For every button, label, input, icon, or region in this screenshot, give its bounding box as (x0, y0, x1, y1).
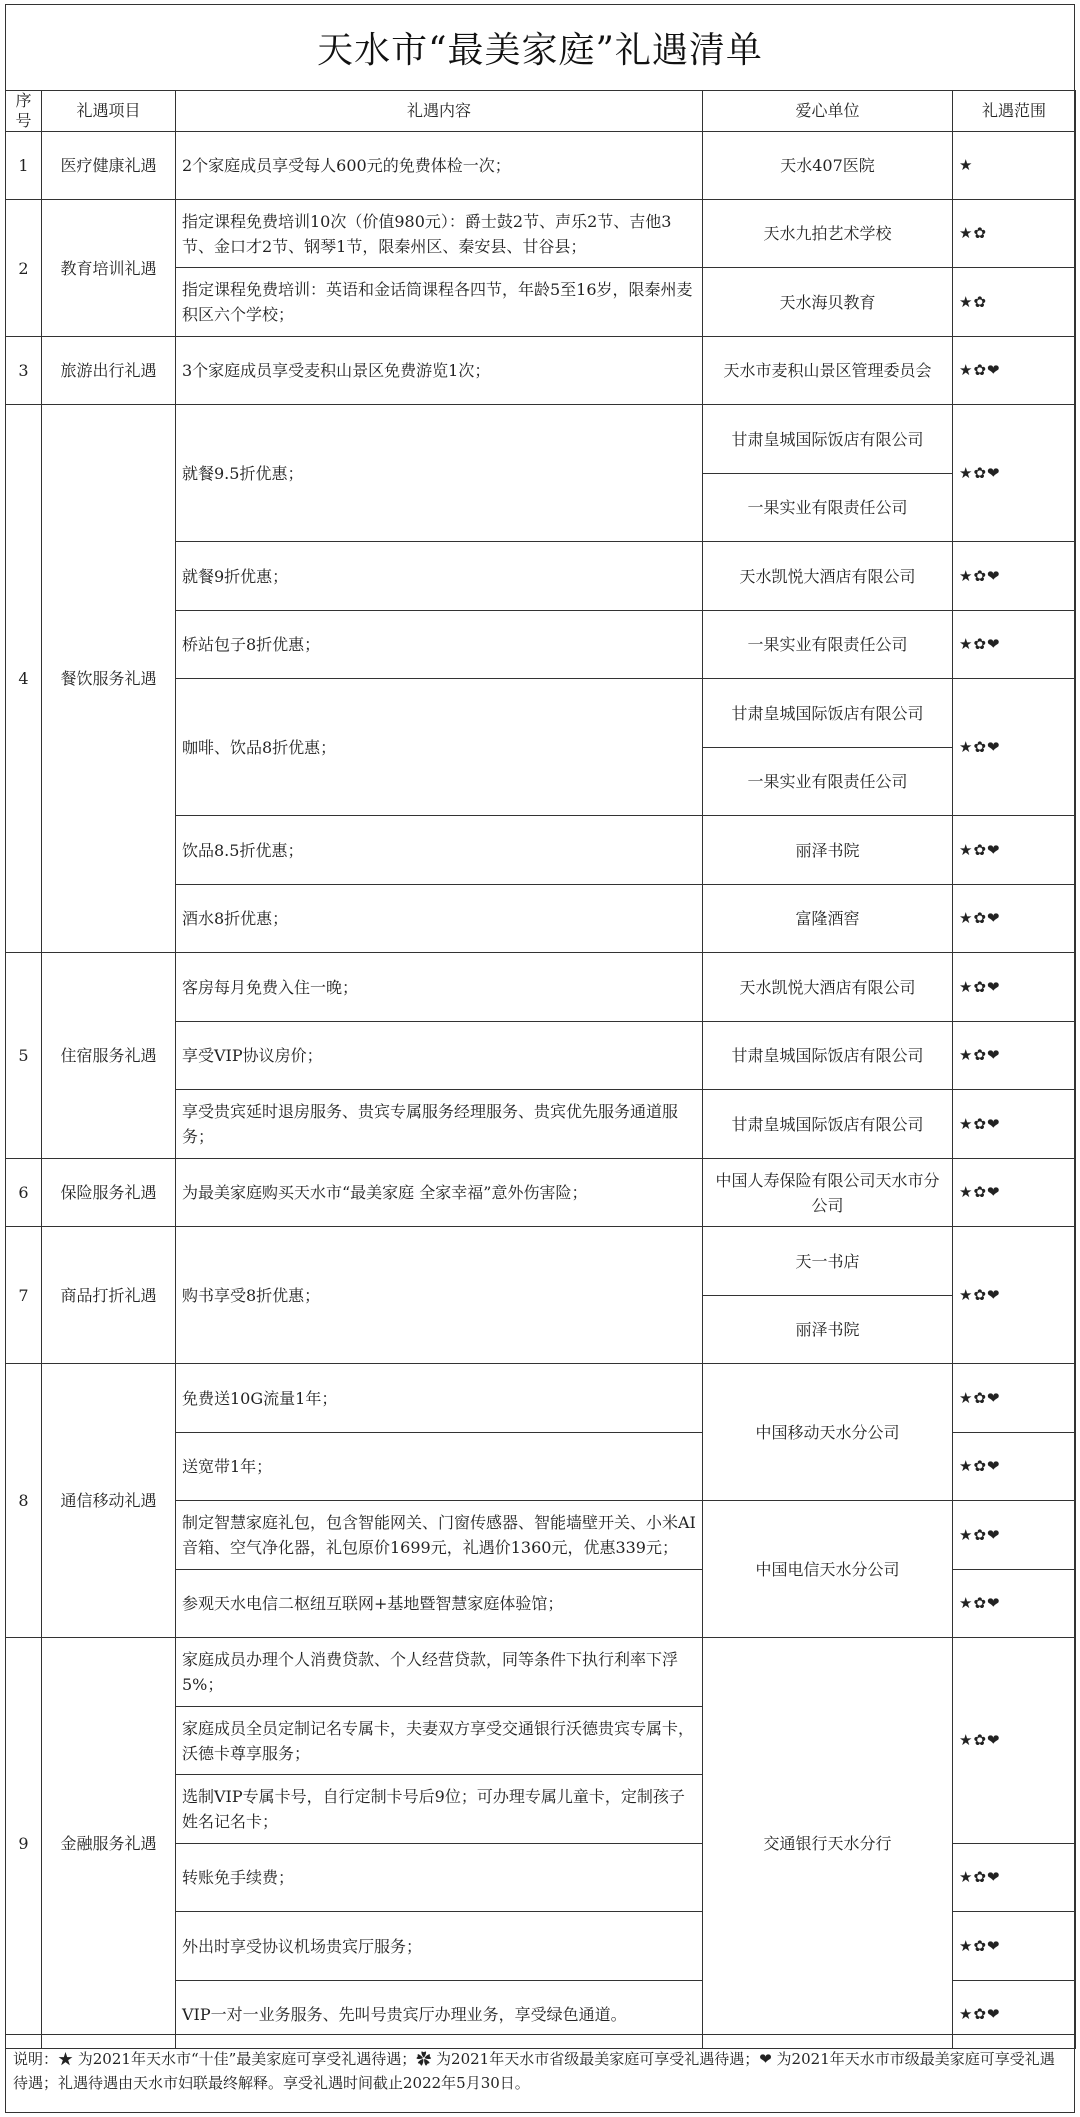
partner-unit: 甘肃皇城国际饭店有限公司 (703, 405, 953, 474)
document-title: 天水市“最美家庭”礼遇清单 (317, 29, 763, 71)
header-row (6, 91, 1076, 132)
benefit-scope: ★✿❤ (953, 1022, 1076, 1090)
benefit-content: 参观天水电信二枢纽互联网+基地暨智慧家庭体验馆； (176, 1570, 703, 1638)
row-number: 1 (6, 132, 42, 200)
partner-unit: 一果实业有限责任公司 (703, 748, 953, 816)
header-item: 礼遇项目 (42, 91, 176, 132)
row-number: 4 (6, 405, 42, 953)
benefit-content: 选制VIP专属卡号，自行定制卡号后9位；可办理专属儿童卡，定制孩子姓名记名卡； (176, 1775, 703, 1844)
row-number: 8 (6, 1364, 42, 1638)
benefit-scope: ★✿❤ (953, 405, 1076, 542)
partner-unit: 交通银行天水分行 (703, 1638, 953, 2049)
benefit-content: 3个家庭成员享受麦积山景区免费游览1次； (176, 337, 703, 405)
benefit-scope: ★✿❤ (953, 953, 1076, 1022)
table-row (6, 1364, 1076, 1433)
benefit-scope: ★✿ (953, 200, 1076, 268)
benefit-scope: ★✿❤ (953, 1364, 1076, 1433)
benefit-content: 家庭成员办理个人消费贷款、个人经营贷款，同等条件下执行利率下浮5%； (176, 1638, 703, 1707)
benefit-content: 饮品8.5折优惠； (176, 816, 703, 885)
benefit-scope: ★✿❤ (953, 542, 1076, 611)
table-row (6, 1227, 1076, 1296)
benefit-content: 转账免手续费； (176, 1844, 703, 1912)
header-unit: 爱心单位 (703, 91, 953, 132)
partner-unit: 天水九拍艺术学校 (703, 200, 953, 268)
partner-unit: 天一书店 (703, 1227, 953, 1296)
table-row (6, 200, 1076, 268)
benefit-category: 餐饮服务礼遇 (42, 405, 176, 953)
header-scope: 礼遇范围 (953, 91, 1076, 132)
benefit-category: 金融服务礼遇 (42, 1638, 176, 2049)
partner-unit: 一果实业有限责任公司 (703, 474, 953, 542)
partner-unit: 天水凯悦大酒店有限公司 (703, 542, 953, 611)
benefit-content: 指定课程免费培训：英语和金话筒课程各四节，年龄5至16岁，限秦州麦积区六个学校； (176, 268, 703, 337)
benefit-content: 送宽带1年； (176, 1433, 703, 1501)
benefit-content: 享受VIP协议房价； (176, 1022, 703, 1090)
benefits-table (5, 90, 1076, 2049)
benefit-content: 免费送10G流量1年； (176, 1364, 703, 1433)
benefit-scope: ★✿❤ (953, 1433, 1076, 1501)
partner-unit: 丽泽书院 (703, 816, 953, 885)
benefit-scope: ★✿❤ (953, 1090, 1076, 1159)
partner-unit: 甘肃皇城国际饭店有限公司 (703, 679, 953, 748)
partner-unit: 甘肃皇城国际饭店有限公司 (703, 1090, 953, 1159)
benefit-category: 医疗健康礼遇 (42, 132, 176, 200)
benefit-scope: ★ (953, 132, 1076, 200)
row-number: 2 (6, 200, 42, 337)
header-no: 序号 (6, 91, 42, 132)
row-number: 5 (6, 953, 42, 1159)
row-number: 9 (6, 1638, 42, 2049)
benefit-scope: ★✿ (953, 268, 1076, 337)
benefit-scope: ★✿❤ (953, 1844, 1076, 1912)
benefit-scope: ★✿❤ (953, 679, 1076, 816)
partner-unit: 天水海贝教育 (703, 268, 953, 337)
benefit-scope: ★✿❤ (953, 1912, 1076, 1981)
benefit-scope: ★✿❤ (953, 1501, 1076, 1570)
footnote: 说明：★ 为2021年天水市“十佳”最美家庭可享受礼遇待遇；✿ 为2021年天水市省级最美家庭可享受礼遇待遇；❤ 为2021年天水市市级最美家庭可享受礼遇待遇；礼遇待遇由天水市妇联最终解释。享受礼遇时间截止2022年5月30日。 (5, 2034, 1075, 2113)
benefit-scope: ★✿❤ (953, 816, 1076, 885)
row-number: 3 (6, 337, 42, 405)
benefit-content: 指定课程免费培训10次（价值980元）：爵士鼓2节、声乐2节、吉他3节、金口才2节、钢琴1节，限秦州区、秦安县、甘谷县； (176, 200, 703, 268)
benefit-content: VIP一对一业务服务、先叫号贵宾厅办理业务，享受绿色通道。 (176, 1981, 703, 2049)
benefit-scope: ★✿❤ (953, 1981, 1076, 2049)
partner-unit: 中国人寿保险有限公司天水市分公司 (703, 1159, 953, 1227)
partner-unit: 一果实业有限责任公司 (703, 611, 953, 679)
benefit-category: 通信移动礼遇 (42, 1364, 176, 1638)
table-row (6, 132, 1076, 200)
benefit-content: 就餐9折优惠； (176, 542, 703, 611)
partner-unit: 天水407医院 (703, 132, 953, 200)
benefit-category: 商品打折礼遇 (42, 1227, 176, 1364)
benefit-content: 外出时享受协议机场贵宾厅服务； (176, 1912, 703, 1981)
benefit-scope: ★✿❤ (953, 1638, 1076, 1844)
benefit-category: 教育培训礼遇 (42, 200, 176, 337)
partner-unit: 甘肃皇城国际饭店有限公司 (703, 1022, 953, 1090)
benefit-scope: ★✿❤ (953, 885, 1076, 953)
benefit-content: 制定智慧家庭礼包，包含智能网关、门窗传感器、智能墙壁开关、小米AI音箱、空气净化器，礼包原价1699元，礼遇价1360元，优惠339元； (176, 1501, 703, 1570)
partner-unit: 富隆酒窖 (703, 885, 953, 953)
benefit-content: 酒水8折优惠； (176, 885, 703, 953)
table-row (6, 1159, 1076, 1227)
benefit-content: 家庭成员全员定制记名专属卡，夫妻双方享受交通银行沃德贵宾专属卡，沃德卡尊享服务； (176, 1707, 703, 1775)
benefit-content: 咖啡、饮品8折优惠； (176, 679, 703, 816)
benefit-content: 2个家庭成员享受每人600元的免费体检一次； (176, 132, 703, 200)
partner-unit: 中国电信天水分公司 (703, 1501, 953, 1638)
benefit-scope: ★✿❤ (953, 1227, 1076, 1364)
row-number: 6 (6, 1159, 42, 1227)
benefit-content: 为最美家庭购买天水市“最美家庭 全家幸福”意外伤害险； (176, 1159, 703, 1227)
header-content: 礼遇内容 (176, 91, 703, 132)
benefit-content: 享受贵宾延时退房服务、贵宾专属服务经理服务、贵宾优先服务通道服务； (176, 1090, 703, 1159)
row-number: 7 (6, 1227, 42, 1364)
partner-unit: 丽泽书院 (703, 1296, 953, 1364)
benefit-category: 住宿服务礼遇 (42, 953, 176, 1159)
partner-unit: 中国移动天水分公司 (703, 1364, 953, 1501)
benefit-scope: ★✿❤ (953, 611, 1076, 679)
table-row (6, 337, 1076, 405)
partner-unit: 天水市麦积山景区管理委员会 (703, 337, 953, 405)
benefit-content: 客房每月免费入住一晚； (176, 953, 703, 1022)
table-row (6, 405, 1076, 474)
table-row (6, 1638, 1076, 1707)
partner-unit: 天水凯悦大酒店有限公司 (703, 953, 953, 1022)
benefit-scope: ★✿❤ (953, 337, 1076, 405)
benefit-content: 购书享受8折优惠； (176, 1227, 703, 1364)
benefit-scope: ★✿❤ (953, 1570, 1076, 1638)
benefit-scope: ★✿❤ (953, 1159, 1076, 1227)
benefit-category: 旅游出行礼遇 (42, 337, 176, 405)
table-row (6, 953, 1076, 1022)
benefit-category: 保险服务礼遇 (42, 1159, 176, 1227)
benefit-content: 桥站包子8折优惠； (176, 611, 703, 679)
benefit-content: 就餐9.5折优惠； (176, 405, 703, 542)
